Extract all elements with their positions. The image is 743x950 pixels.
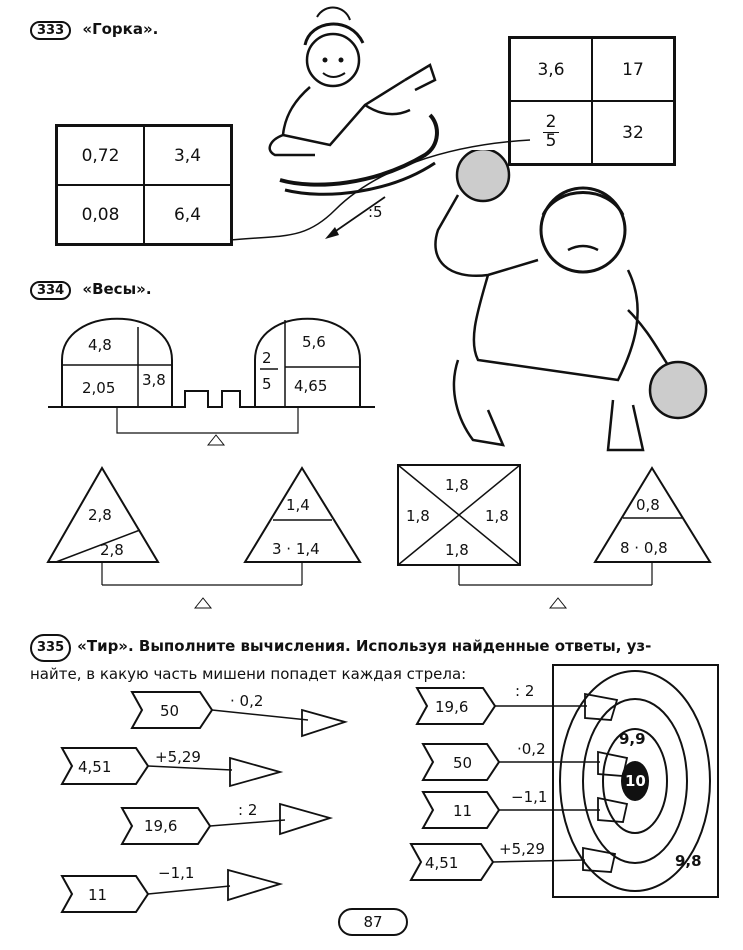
tri2-top: 1,4 [286,496,310,514]
task-335-line2: найте, в какую часть мишени попадет каждая стрела: [30,665,467,683]
grid-cell: 3,4 [144,126,231,185]
task-335-line1: «Тир». Выполните вычисления. Используя найденные ответы, уз- [77,637,652,655]
right-arrow-2-value: 50 [453,754,473,772]
square-right: 1,8 [485,507,509,525]
task-333-left-grid [55,124,233,246]
task-333-header [30,20,158,40]
grid-cell: 0,72 [57,126,144,185]
task-334-header [30,280,152,300]
scales-row-1 [40,305,440,455]
target-area [405,660,725,905]
dome-right-bottom: 4,65 [294,377,328,395]
right-arrow-1-op: : 2 [515,682,535,700]
operation-label: :5 [368,203,383,221]
fraction-numerator: 2 [543,114,560,133]
left-arrow-2-value: 4,51 [78,758,112,776]
grid-cell: 3,6 [510,38,592,101]
left-arrow-2-op: +5,29 [155,748,201,766]
tri3-bottom: 8 · 0,8 [620,539,668,557]
left-arrows [40,680,360,920]
dome-left-top: 4,8 [88,336,112,354]
task-333-number: 333 [30,21,71,40]
strongman-illustration [418,150,718,460]
left-arrow-1-value: 50 [160,702,180,720]
left-arrow-3-value: 19,6 [144,817,178,835]
grid-cell: 32 [592,101,674,164]
grid-cell: 0,08 [57,185,144,244]
grid-cell: 6,4 [144,185,231,244]
square-top: 1,8 [445,476,469,494]
task-333-title: «Горка». [82,20,159,38]
tri1-bottom: 2,8 [100,541,124,559]
right-arrow-4-value: 4,51 [425,854,459,872]
dome-right-frac-num: 2 [262,349,272,367]
right-arrow-3-op: −1,1 [511,788,548,806]
square-left: 1,8 [406,507,430,525]
right-arrow-4-op: +5,29 [499,840,545,858]
dome-left-bottom: 2,05 [82,379,116,397]
square-bottom: 1,8 [445,541,469,559]
right-arrow-1-value: 19,6 [435,698,469,716]
tri2-bottom: 3 · 1,4 [272,540,320,558]
left-arrow-4-value: 11 [88,886,108,904]
target-ring-label: 9,9 [619,730,646,748]
tri3-top: 0,8 [636,496,660,514]
fraction-denominator: 5 [545,131,557,151]
task-334-title: «Весы». [82,280,152,298]
dome-left-right: 3,8 [142,371,166,389]
right-arrow-2-op: ·0,2 [517,740,546,758]
left-arrow-3-op: : 2 [238,801,258,819]
tri1-top: 2,8 [88,506,112,524]
task-334-number: 334 [30,281,71,300]
right-arrow-3-value: 11 [453,802,473,820]
grid-cell: 17 [592,38,674,101]
page-number: 87 [338,908,408,936]
task-335-number: 335 [30,634,71,662]
left-arrow-1-op: · 0,2 [230,692,264,710]
left-arrow-4-op: −1,1 [158,864,195,882]
scales-row-2 [40,460,720,620]
target-outer-label: 9,8 [675,852,702,870]
target-center-label: 10 [625,772,646,790]
dome-right-frac-den: 5 [262,375,272,393]
dome-right-top: 5,6 [302,333,326,351]
